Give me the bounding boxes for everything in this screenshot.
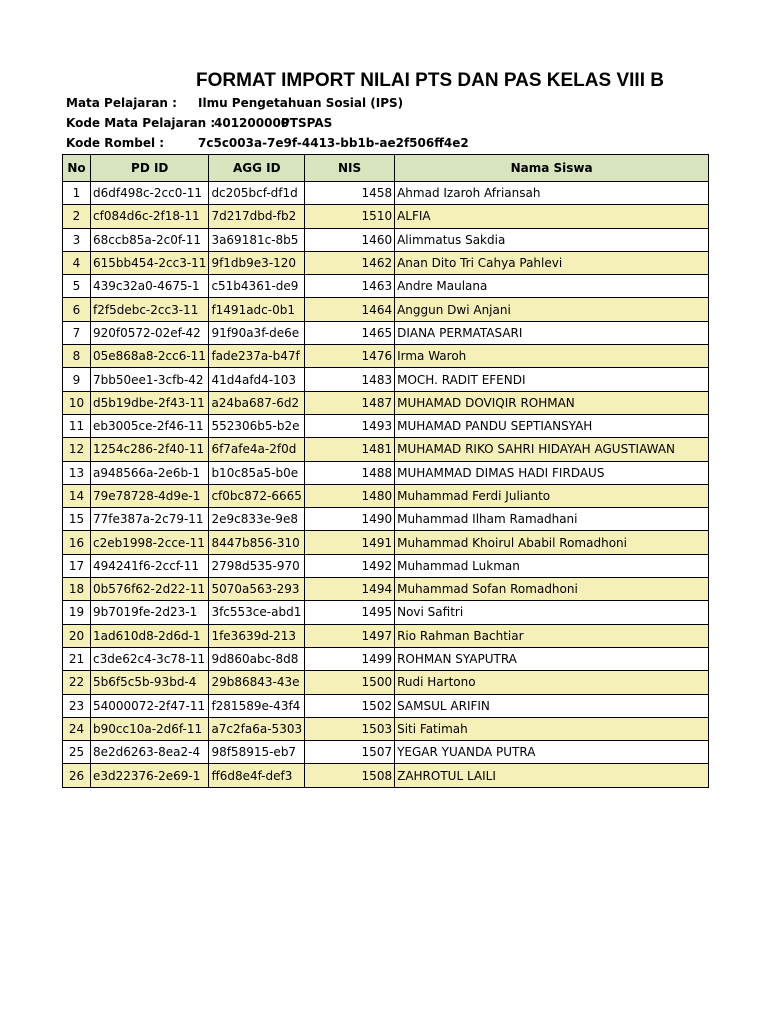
table-body: [63, 182, 709, 788]
header-nis: NIS: [305, 155, 395, 182]
student-table: [62, 154, 709, 788]
table-row[interactable]: [63, 624, 709, 647]
meta-kode-mapel: [66, 116, 333, 130]
cell-no[interactable]: 12: [63, 438, 91, 461]
header-pd-id: PD ID: [91, 155, 209, 182]
cell-nama-siswa[interactable]: Muhammad Ferdi Julianto: [395, 484, 709, 507]
cell-no[interactable]: 2: [63, 205, 91, 228]
cell-nis[interactable]: 1507: [305, 741, 395, 764]
table-row[interactable]: [63, 321, 709, 344]
page-title: FORMAT IMPORT NILAI PTS DAN PAS KELAS VIII B: [196, 70, 664, 91]
cell-nama-siswa[interactable]: MUHAMAD DOVIQIR ROHMAN: [395, 391, 709, 414]
cell-agg-id[interactable]: 7d217dbd-fb2: [209, 205, 305, 228]
kode-mapel-extra: PTSPAS: [281, 116, 333, 130]
cell-pd-id[interactable]: 0b576f62-2d22-11: [91, 578, 209, 601]
cell-no[interactable]: 4: [63, 251, 91, 274]
cell-nama-siswa[interactable]: DIANA PERMATASARI: [395, 321, 709, 344]
table-row[interactable]: [63, 694, 709, 717]
cell-pd-id[interactable]: 7bb50ee1-3cfb-42: [91, 368, 209, 391]
cell-agg-id[interactable]: 41d4afd4-103: [209, 368, 305, 391]
cell-agg-id[interactable]: 8447b856-310: [209, 531, 305, 554]
cell-agg-id[interactable]: f281589e-43f4: [209, 694, 305, 717]
table-row[interactable]: [63, 228, 709, 251]
cell-no[interactable]: 20: [63, 624, 91, 647]
cell-nis[interactable]: 1465: [305, 321, 395, 344]
table-row[interactable]: [63, 182, 709, 205]
cell-pd-id[interactable]: 79e78728-4d9e-1: [91, 484, 209, 507]
cell-agg-id[interactable]: 98f58915-eb7: [209, 741, 305, 764]
cell-nis[interactable]: 1503: [305, 717, 395, 740]
cell-nama-siswa[interactable]: Anan Dito Tri Cahya Pahlevi: [395, 251, 709, 274]
header-no: No: [63, 155, 91, 182]
cell-nis[interactable]: 1491: [305, 531, 395, 554]
cell-nama-siswa[interactable]: Anggun Dwi Anjani: [395, 298, 709, 321]
cell-agg-id[interactable]: 9f1db9e3-120: [209, 251, 305, 274]
table-row[interactable]: [63, 554, 709, 577]
cell-no[interactable]: 24: [63, 717, 91, 740]
cell-pd-id[interactable]: eb3005ce-2f46-11: [91, 414, 209, 437]
cell-no[interactable]: 22: [63, 671, 91, 694]
cell-agg-id[interactable]: 2e9c833e-9e8: [209, 508, 305, 531]
cell-nama-siswa[interactable]: Novi Safitri: [395, 601, 709, 624]
cell-no[interactable]: 21: [63, 647, 91, 670]
cell-pd-id[interactable]: c2eb1998-2cce-11: [91, 531, 209, 554]
cell-nama-siswa[interactable]: Siti Fatimah: [395, 717, 709, 740]
cell-nama-siswa[interactable]: ROHMAN SYAPUTRA: [395, 647, 709, 670]
table-row[interactable]: [63, 764, 709, 787]
cell-nis[interactable]: 1488: [305, 461, 395, 484]
cell-no[interactable]: 8: [63, 345, 91, 368]
table-row[interactable]: [63, 275, 709, 298]
cell-no[interactable]: 6: [63, 298, 91, 321]
mapel-label: Mata Pelajaran :: [66, 96, 177, 110]
cell-nis[interactable]: 1490: [305, 508, 395, 531]
table-row[interactable]: [63, 578, 709, 601]
kode-mapel-label: Kode Mata Pelajaran :: [66, 116, 216, 130]
cell-pd-id[interactable]: a948566a-2e6b-1: [91, 461, 209, 484]
cell-no[interactable]: 13: [63, 461, 91, 484]
cell-no[interactable]: 3: [63, 228, 91, 251]
cell-pd-id[interactable]: b90cc10a-2d6f-11: [91, 717, 209, 740]
cell-no[interactable]: 25: [63, 741, 91, 764]
cell-agg-id[interactable]: f1491adc-0b1: [209, 298, 305, 321]
table-row[interactable]: [63, 671, 709, 694]
cell-pd-id[interactable]: e3d22376-2e69-1: [91, 764, 209, 787]
meta-mapel: [66, 96, 404, 110]
mapel-value: Ilmu Pengetahuan Sosial (IPS): [198, 96, 404, 110]
cell-nama-siswa[interactable]: ALFIA: [395, 205, 709, 228]
cell-nama-siswa[interactable]: Ahmad Izaroh Afriansah: [395, 182, 709, 205]
cell-pd-id[interactable]: 54000072-2f47-11: [91, 694, 209, 717]
table-row[interactable]: [63, 717, 709, 740]
cell-pd-id[interactable]: 615bb454-2cc3-11: [91, 251, 209, 274]
cell-pd-id[interactable]: 05e868a8-2cc6-11: [91, 345, 209, 368]
cell-nis[interactable]: 1510: [305, 205, 395, 228]
cell-nama-siswa[interactable]: MUHAMAD PANDU SEPTIANSYAH: [395, 414, 709, 437]
cell-no[interactable]: 17: [63, 554, 91, 577]
table-row[interactable]: [63, 461, 709, 484]
cell-nis[interactable]: 1463: [305, 275, 395, 298]
cell-nis[interactable]: 1492: [305, 554, 395, 577]
header-nama-siswa: Nama Siswa: [395, 155, 709, 182]
cell-nis[interactable]: 1458: [305, 182, 395, 205]
cell-agg-id[interactable]: 3fc553ce-abd1: [209, 601, 305, 624]
table-row[interactable]: [63, 368, 709, 391]
cell-pd-id[interactable]: 1ad610d8-2d6d-1: [91, 624, 209, 647]
cell-nis[interactable]: 1483: [305, 368, 395, 391]
cell-nis[interactable]: 1480: [305, 484, 395, 507]
cell-agg-id[interactable]: ff6d8e4f-def3: [209, 764, 305, 787]
cell-agg-id[interactable]: cf0bc872-6665: [209, 484, 305, 507]
table-row[interactable]: [63, 251, 709, 274]
rombel-value: 7c5c003a-7e9f-4413-bb1b-ae2f506ff4e2: [198, 136, 469, 150]
meta-rombel: [66, 136, 469, 150]
kode-mapel-value: 401200000: [214, 116, 290, 130]
cell-agg-id[interactable]: 91f90a3f-de6e: [209, 321, 305, 344]
cell-pd-id[interactable]: 920f0572-02ef-42: [91, 321, 209, 344]
table-header-row: [63, 155, 709, 182]
cell-pd-id[interactable]: 439c32a0-4675-1: [91, 275, 209, 298]
cell-nama-siswa[interactable]: YEGAR YUANDA PUTRA: [395, 741, 709, 764]
cell-nis[interactable]: 1495: [305, 601, 395, 624]
cell-no[interactable]: 5: [63, 275, 91, 298]
cell-agg-id[interactable]: 3a69181c-8b5: [209, 228, 305, 251]
cell-nama-siswa[interactable]: MUHAMMAD DIMAS HADI FIRDAUS: [395, 461, 709, 484]
cell-agg-id[interactable]: c51b4361-de9: [209, 275, 305, 298]
cell-no[interactable]: 16: [63, 531, 91, 554]
cell-pd-id[interactable]: d5b19dbe-2f43-11: [91, 391, 209, 414]
table-row[interactable]: [63, 298, 709, 321]
cell-nis[interactable]: 1481: [305, 438, 395, 461]
table-row[interactable]: [63, 414, 709, 437]
cell-nama-siswa[interactable]: Alimmatus Sakdia: [395, 228, 709, 251]
cell-agg-id[interactable]: fade237a-b47f: [209, 345, 305, 368]
cell-nis[interactable]: 1464: [305, 298, 395, 321]
table-row[interactable]: [63, 345, 709, 368]
cell-nama-siswa[interactable]: ZAHROTUL LAILI: [395, 764, 709, 787]
cell-nama-siswa[interactable]: Rio Rahman Bachtiar: [395, 624, 709, 647]
cell-pd-id[interactable]: f2f5debc-2cc3-11: [91, 298, 209, 321]
cell-agg-id[interactable]: 2798d535-970: [209, 554, 305, 577]
cell-nama-siswa[interactable]: Muhammad Sofan Romadhoni: [395, 578, 709, 601]
cell-agg-id[interactable]: a7c2fa6a-5303: [209, 717, 305, 740]
cell-nama-siswa[interactable]: Muhammad Ilham Ramadhani: [395, 508, 709, 531]
cell-nis[interactable]: 1508: [305, 764, 395, 787]
cell-no[interactable]: 23: [63, 694, 91, 717]
cell-nama-siswa[interactable]: Rudi Hartono: [395, 671, 709, 694]
cell-no[interactable]: 7: [63, 321, 91, 344]
table-row[interactable]: [63, 508, 709, 531]
cell-nama-siswa[interactable]: Irma Waroh: [395, 345, 709, 368]
cell-agg-id[interactable]: 552306b5-b2e: [209, 414, 305, 437]
cell-nama-siswa[interactable]: MUHAMAD RIKO SAHRI HIDAYAH AGUSTIAWAN: [395, 438, 709, 461]
cell-nis[interactable]: 1497: [305, 624, 395, 647]
cell-no[interactable]: 19: [63, 601, 91, 624]
cell-agg-id[interactable]: 29b86843-43e: [209, 671, 305, 694]
cell-nis[interactable]: 1494: [305, 578, 395, 601]
cell-no[interactable]: 9: [63, 368, 91, 391]
table-row[interactable]: [63, 438, 709, 461]
cell-pd-id[interactable]: 68ccb85a-2c0f-11: [91, 228, 209, 251]
cell-nama-siswa[interactable]: MOCH. RADIT EFENDI: [395, 368, 709, 391]
cell-nama-siswa[interactable]: Muhammad Lukman: [395, 554, 709, 577]
table-row[interactable]: [63, 531, 709, 554]
table-row[interactable]: [63, 647, 709, 670]
cell-nis[interactable]: 1476: [305, 345, 395, 368]
cell-no[interactable]: 26: [63, 764, 91, 787]
cell-nis[interactable]: 1487: [305, 391, 395, 414]
rombel-label: Kode Rombel :: [66, 136, 165, 150]
cell-pd-id[interactable]: 494241f6-2ccf-11: [91, 554, 209, 577]
table-row[interactable]: [63, 741, 709, 764]
cell-no[interactable]: 18: [63, 578, 91, 601]
cell-pd-id[interactable]: 1254c286-2f40-11: [91, 438, 209, 461]
cell-pd-id[interactable]: d6df498c-2cc0-11: [91, 182, 209, 205]
cell-agg-id[interactable]: 6f7afe4a-2f0d: [209, 438, 305, 461]
cell-nis[interactable]: 1500: [305, 671, 395, 694]
cell-no[interactable]: 1: [63, 182, 91, 205]
cell-pd-id[interactable]: 77fe387a-2c79-11: [91, 508, 209, 531]
cell-pd-id[interactable]: 8e2d6263-8ea2-4: [91, 741, 209, 764]
cell-nis[interactable]: 1493: [305, 414, 395, 437]
cell-nama-siswa[interactable]: SAMSUL ARIFIN: [395, 694, 709, 717]
cell-nama-siswa[interactable]: Muhammad Khoirul Ababil Romadhoni: [395, 531, 709, 554]
cell-no[interactable]: 15: [63, 508, 91, 531]
table-row[interactable]: [63, 391, 709, 414]
cell-pd-id[interactable]: 5b6f5c5b-93bd-4: [91, 671, 209, 694]
cell-nis[interactable]: 1499: [305, 647, 395, 670]
header-agg-id: AGG ID: [209, 155, 305, 182]
cell-pd-id[interactable]: 9b7019fe-2d23-1: [91, 601, 209, 624]
cell-agg-id[interactable]: a24ba687-6d2: [209, 391, 305, 414]
cell-agg-id[interactable]: 9d860abc-8d8: [209, 647, 305, 670]
cell-nis[interactable]: 1460: [305, 228, 395, 251]
cell-agg-id[interactable]: 5070a563-293: [209, 578, 305, 601]
table-row[interactable]: [63, 484, 709, 507]
cell-agg-id[interactable]: 1fe3639d-213: [209, 624, 305, 647]
cell-pd-id[interactable]: cf084d6c-2f18-11: [91, 205, 209, 228]
cell-agg-id[interactable]: b10c85a5-b0e: [209, 461, 305, 484]
cell-no[interactable]: 10: [63, 391, 91, 414]
cell-agg-id[interactable]: dc205bcf-df1d: [209, 182, 305, 205]
cell-no[interactable]: 11: [63, 414, 91, 437]
cell-nama-siswa[interactable]: Andre Maulana: [395, 275, 709, 298]
table-row[interactable]: [63, 205, 709, 228]
cell-nis[interactable]: 1502: [305, 694, 395, 717]
cell-no[interactable]: 14: [63, 484, 91, 507]
cell-nis[interactable]: 1462: [305, 251, 395, 274]
table-row[interactable]: [63, 601, 709, 624]
cell-pd-id[interactable]: c3de62c4-3c78-11: [91, 647, 209, 670]
